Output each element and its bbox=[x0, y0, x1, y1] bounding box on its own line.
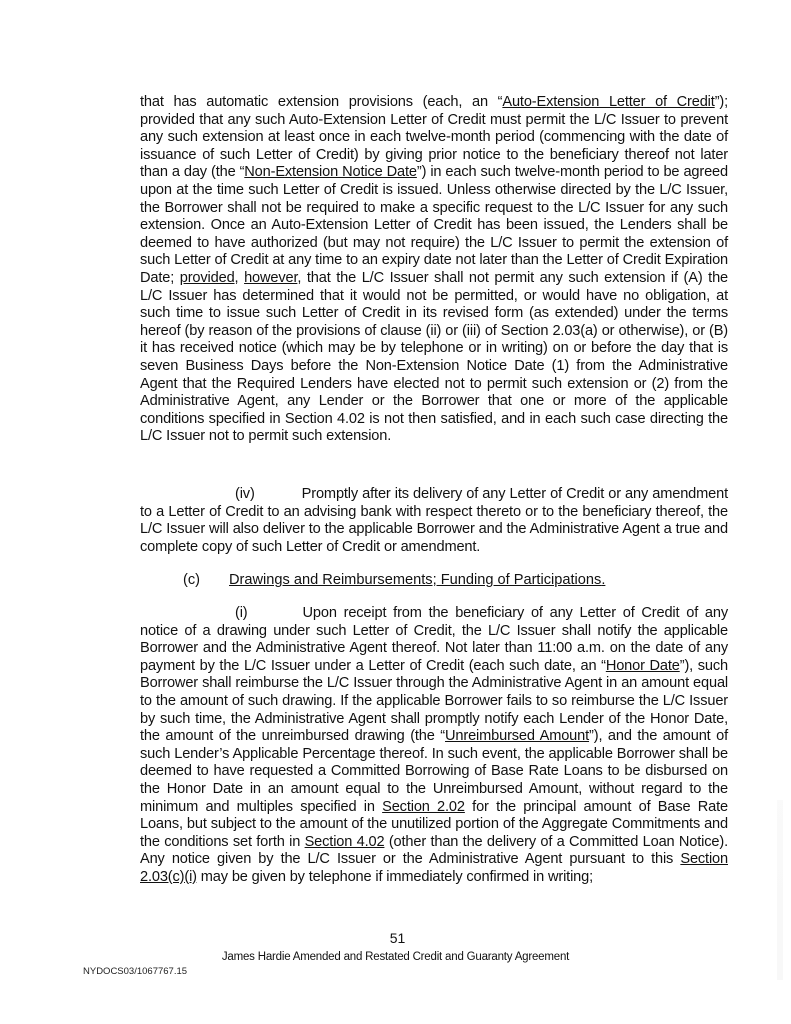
page-number: 51 bbox=[389, 930, 406, 946]
document-id: NYDOCS03/1067767.15 bbox=[83, 966, 188, 977]
text: ”), such Borrower shall reimburse the L/C Issuer through the Administrative Agent in an amount equal to the amount of such drawing. If the applicable Borrower fails to so reimburse the L/C Issuer by such time, the Administrative Agent shall promptly notify each Lender of the Honor Date, the amount of the unreimbursed drawing (the “ bbox=[140, 657, 728, 745]
cross-reference-section-2-02: Section 2.02 bbox=[382, 798, 465, 815]
margin-watermark bbox=[777, 800, 783, 980]
text: that has automatic extension provisions (each, an “ bbox=[140, 94, 503, 110]
text: , bbox=[234, 269, 245, 286]
emphasis-however: however bbox=[244, 269, 298, 286]
cross-reference-section-2-03-c-i: Section 2.03(c)(i) bbox=[140, 851, 728, 885]
clause-number: (i) bbox=[235, 605, 248, 621]
clause-number: (iv) bbox=[235, 486, 255, 502]
section-number: (c) bbox=[183, 572, 201, 588]
defined-term-unreimbursed-amount: Unreimbursed Amount bbox=[445, 728, 590, 745]
text: may be given by telephone if immediately confirmed in writing; bbox=[196, 868, 594, 885]
defined-term-auto-extension: Auto-Extension Letter of Credit bbox=[502, 94, 715, 110]
paragraph-iv bbox=[140, 486, 728, 556]
defined-term-non-extension-notice-date: Non-Extension Notice Date bbox=[244, 164, 417, 181]
text: , that the L/C Issuer shall not permit any such extension if (A) the L/C Issuer has determined that it would not be permitted, or would have no obligation, at such time to issue such Letter of Credit in its revised form (as extended) under the terms hereof (by reason of the provisions of clause (ii) or (iii) of Section 2.03(a) or otherwise), or (B) it has received notice (which may be by telephone or in writing) on or before the day that is seven Business Days before the Non-Extension Notice Date (1) from the Administrative Agent that the Required Lenders have elected not to permit such extension or (2) from the Administrative Agent, any Lender or the Borrower that one or more of the applicable conditions specified in Section 4.02 is not then satisfied, and in each such case directing the L/C Issuer not to permit such extension. bbox=[140, 269, 728, 445]
paragraph-auto-extension bbox=[140, 94, 728, 446]
section-title-period: . bbox=[601, 572, 606, 588]
section-title bbox=[229, 572, 605, 590]
text: ”); provided that any such Auto-Extension Letter of Credit must permit the L/C Issuer to prevent any such extension at least once in each twelve-month period (commencing with the date of issuance of such Letter of Credit) by giving prior notice to the beneficiary thereof not later than a day (the “ bbox=[140, 94, 729, 181]
paragraph-i bbox=[140, 605, 728, 887]
text: ”) in each such twelve-month period to be agreed upon at the time such Letter of Credit is issued. Unless otherwise directed by the L/C Issuer, the Borrower shall not be required to make a specific request to the L/C Issuer for any such extension. Once an Auto-Extension Letter of Credit has been issued, the Lenders shall be deemed to have authorized (but may not require) the L/C Issuer to permit the extension of such Letter of Credit at any time to an expiry date not later than the Letter of Credit Expiration Date; bbox=[140, 164, 728, 286]
text: Promptly after its delivery of any Letter of Credit or any amendment to a Letter of Credit to an advising bank with respect thereto or to the beneficiary thereof, the L/C Issuer will also deliver to the applicable Borrower and the Administrative Agent a true and complete copy of such Letter of Credit or amendment. bbox=[140, 486, 728, 555]
defined-term-honor-date: Honor Date bbox=[605, 657, 680, 674]
text: for the principal amount of Base Rate Loans, but subject to the amount of the unutilized portion of the Aggregate Commitments and the conditions set forth in bbox=[140, 798, 728, 850]
text: ”), and the amount of such Lender’s Applicable Percentage thereof. In such event, the applicable Borrower shall be deemed to have requested a Committed Borrowing of Base Rate Loans to be disbursed on the Honor Date in an amount equal to the Unreimbursed Amount, without regard to the minimum and multiples specified in bbox=[140, 728, 728, 815]
footer-title: James Hardie Amended and Restated Credit and Guaranty Agreement bbox=[221, 951, 570, 963]
cross-reference-section-4-02: Section 4.02 bbox=[304, 833, 385, 850]
emphasis-provided: provided bbox=[179, 269, 235, 286]
text: Upon receipt from the beneficiary of any Letter of Credit of any notice of a drawing under such Letter of Credit, the L/C Issuer shall notify the applicable Borrower and the Administrative Agent thereof. Not later than 11:00 a.m. on the date of any payment by the L/C Issuer under a Letter of Credit (each such date, an “ bbox=[140, 605, 728, 674]
text: (other than the delivery of a Committed Loan Notice). Any notice given by the L/C Issuer or the Administrative Agent pursuant to this bbox=[140, 833, 728, 868]
section-title-text: Drawings and Reimbursements; Funding of Participations bbox=[229, 572, 602, 588]
